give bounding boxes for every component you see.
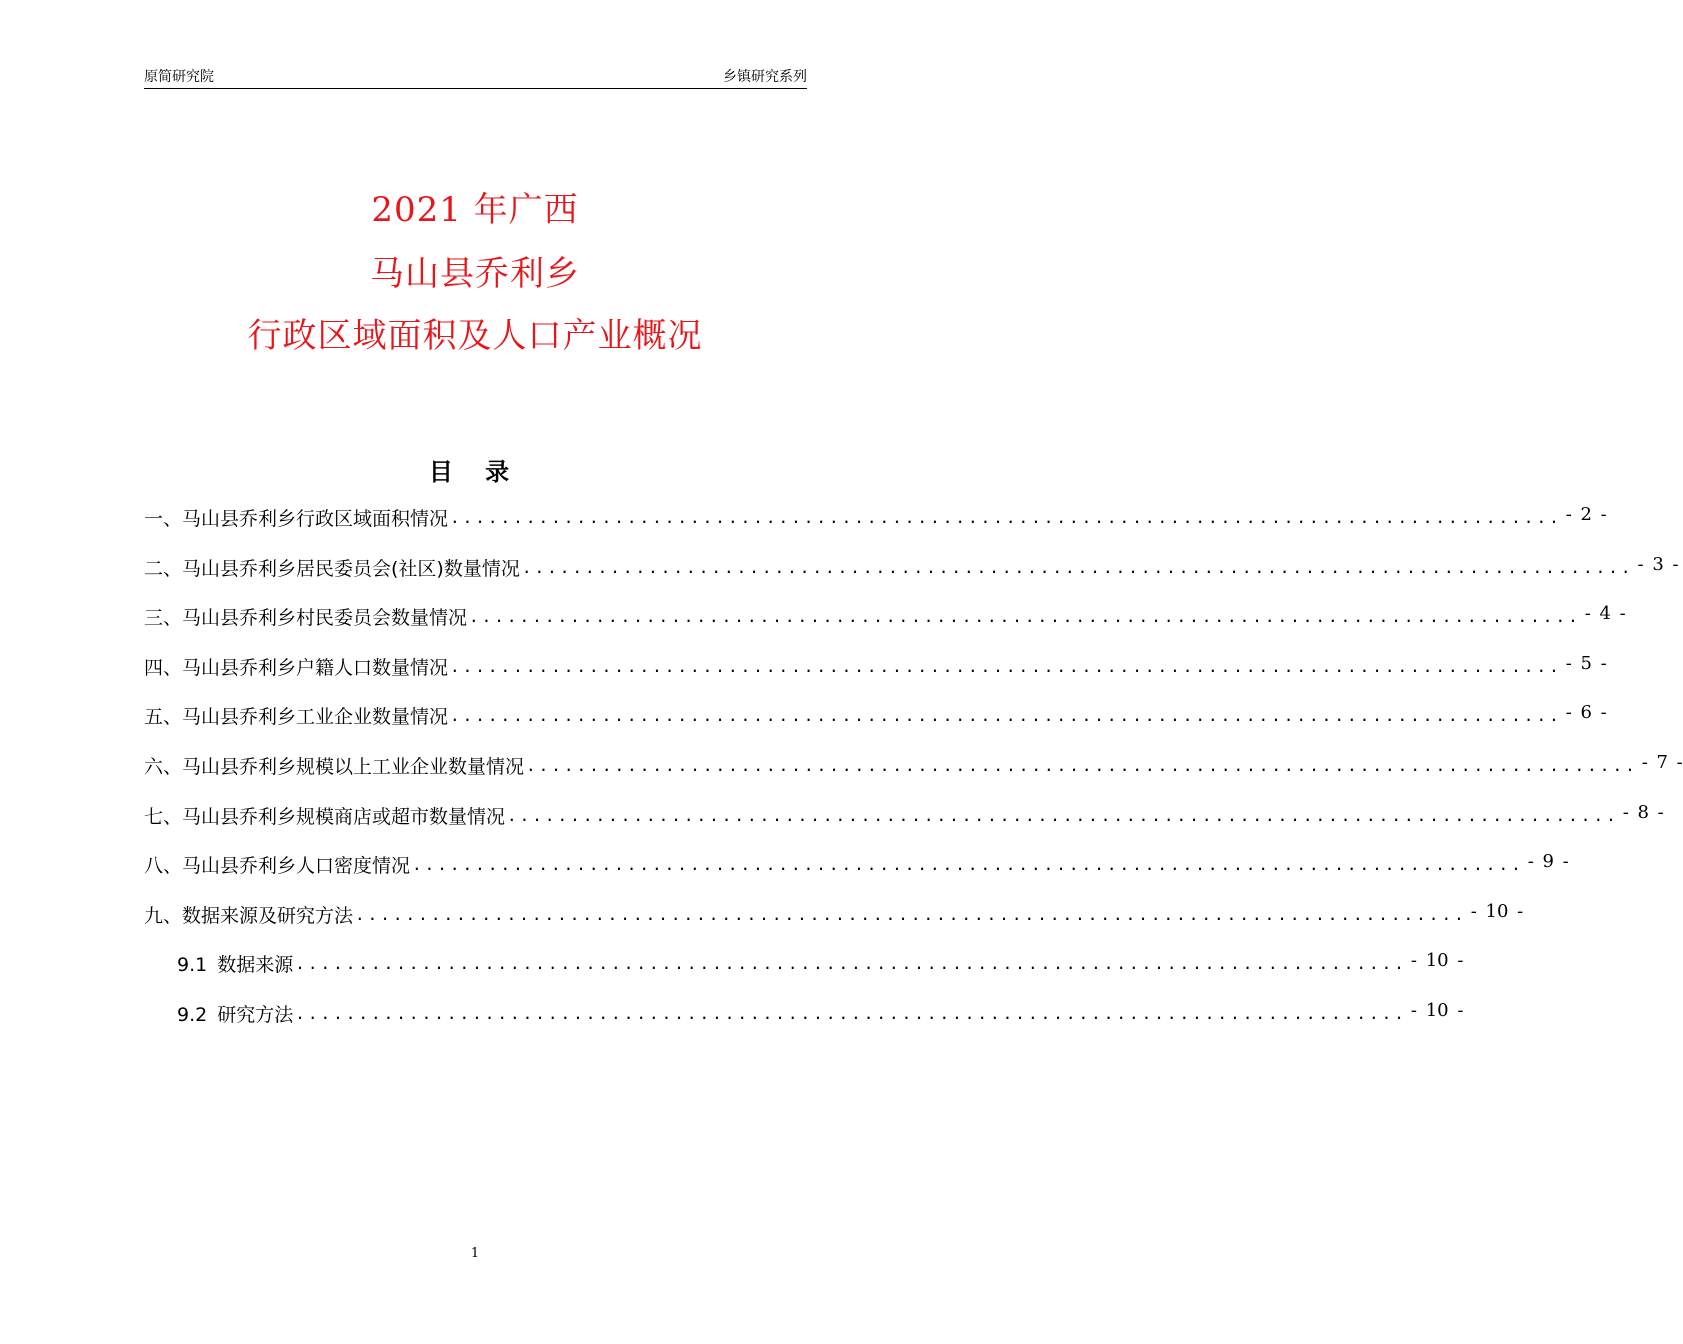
toc-entry-4[interactable] [144, 652, 1607, 703]
toc-leader-dots: ........................................................................................ [450, 706, 1562, 726]
toc-entry-label: 六、马山县乔利乡规模以上工业企业数量情况 [144, 755, 525, 778]
toc-leader-dots: ........................................................................................ [295, 1003, 1407, 1023]
toc-leader-dots: ........................................................................................ [355, 904, 1467, 924]
toc-leader-dots: ........................................................................................ [450, 656, 1562, 676]
toc-entry-5[interactable] [144, 702, 1607, 752]
toc-leader-dots: ........................................................................................ [295, 954, 1407, 974]
toc-leader-dots: ........................................................................................ [412, 855, 1524, 875]
toc-leader-dots: ........................................................................................ [450, 508, 1562, 527]
toc-subentry-number: 9.1 [177, 954, 208, 977]
toc-entry-label: 三、马山县乔利乡村民委员会数量情况 [144, 607, 468, 630]
toc-entry-label: 一、马山县乔利乡行政区域面积情况 [144, 508, 449, 530]
toc-subentry-label: 数据来源 [217, 954, 294, 977]
page-header [144, 66, 807, 89]
toc-entry-page: - 8 - [1622, 801, 1664, 823]
header-series: 乡镇研究系列 [723, 69, 807, 85]
title-line-township: 马山县乔利乡 [370, 254, 580, 294]
toc-entry-page: - 4 - [1584, 603, 1626, 625]
toc-entry-8[interactable] [144, 851, 1569, 901]
toc-leader-dots: ........................................................................................ [507, 805, 1619, 825]
page-number: 1 [470, 1246, 480, 1261]
header-publisher: 原简研究院 [144, 69, 214, 85]
toc-entry-label: 九、数据来源及研究方法 [144, 904, 354, 927]
toc-entry-page: - 3 - [1637, 553, 1679, 575]
toc-leader-dots: ........................................................................................ [526, 755, 1638, 775]
toc-entry-page: - 5 - [1565, 652, 1607, 674]
toc-entry-7[interactable] [144, 801, 1664, 852]
toc-subentry-9-1[interactable] [144, 950, 1464, 1000]
title-line-subject: 行政区域面积及人口产业概况 [247, 316, 703, 356]
toc-heading: 目 录 [428, 458, 522, 486]
toc-entry-label: 二、马山县乔利乡居民委员会(社区)数量情况 [144, 557, 520, 580]
toc-entry-page: - 2 - [1565, 504, 1607, 525]
table-of-contents [144, 504, 1683, 1050]
toc-entry-1[interactable] [144, 504, 1607, 554]
toc-entry-label: 八、马山县乔利乡人口密度情况 [144, 855, 411, 878]
toc-entry-label: 七、马山县乔利乡规模商店或超市数量情况 [144, 805, 506, 828]
toc-leader-dots: ........................................................................................ [521, 557, 1634, 577]
toc-entry-2[interactable] [144, 553, 1679, 604]
toc-entry-label: 四、马山县乔利乡户籍人口数量情况 [144, 656, 449, 679]
toc-entry-9[interactable] [144, 900, 1524, 951]
toc-subentry-label: 研究方法 [217, 1003, 294, 1026]
toc-entry-page: - 6 - [1565, 702, 1607, 724]
toc-entry-page: - 7 - [1641, 751, 1683, 773]
toc-entry-6[interactable] [144, 751, 1683, 802]
toc-entry-label: 五、马山县乔利乡工业企业数量情况 [144, 706, 449, 729]
toc-entry-3[interactable] [144, 603, 1626, 653]
toc-subentry-9-2[interactable] [144, 999, 1464, 1050]
toc-subentry-number: 9.2 [177, 1003, 208, 1026]
toc-entry-page: - 9 - [1527, 851, 1569, 873]
toc-entry-page: - 10 - [1470, 900, 1524, 922]
toc-leader-dots: ........................................................................................ [469, 607, 1581, 627]
title-line-year-region: 2021 年广西 [371, 190, 579, 230]
toc-entry-page: - 10 - [1410, 999, 1464, 1021]
toc-entry-page: - 10 - [1410, 950, 1464, 972]
